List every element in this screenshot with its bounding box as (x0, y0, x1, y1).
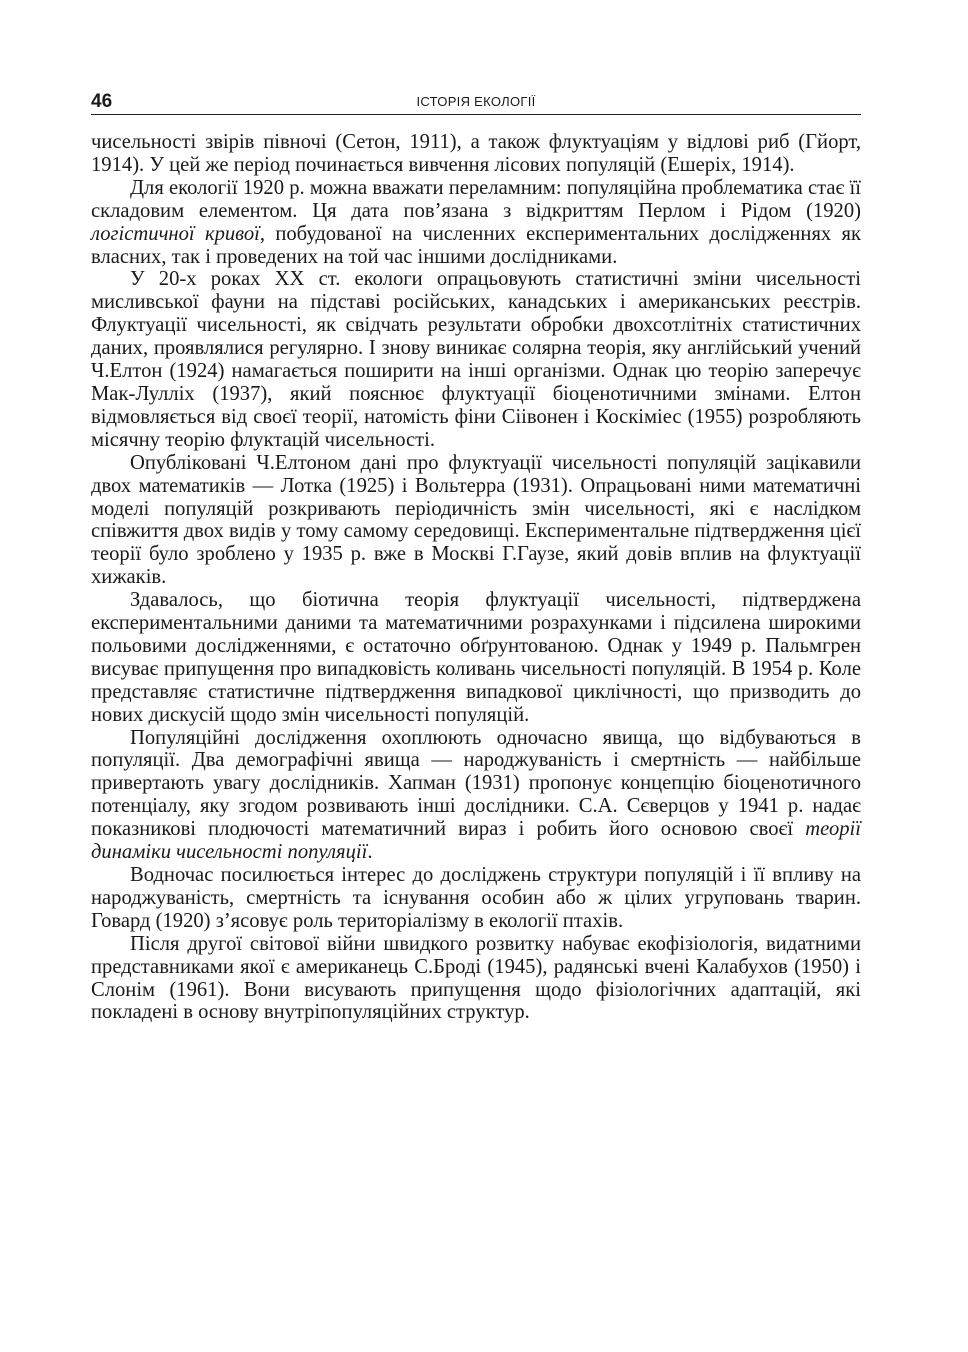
paragraph (91, 177, 861, 269)
page-number: 46 (91, 91, 113, 112)
italic-term: логістичної кривої (91, 222, 260, 245)
paragraph (91, 452, 861, 589)
paragraph-text: Після другої світової війни швидкого розвитку набуває екофізіологія, видатними представниками якої є американець С.Броді (1945), радянські вчені Калабухов (1950) і Слонім (1961). Вони висувають припущення щодо фізіологічних адаптацій, які покладені в основу внутріпопуляційних структур. (91, 932, 861, 1024)
paragraph-text: Здавалось, що біотична теорія флуктуації чисельності, підтверджена експериментальними даними та математичними розрахунками і підсилена широкими польовими дослідженнями, є остаточно обґрунтованою. Однак у 1949 р. Пальмгрен висуває припущення про випадковість коливань чисельності популяцій. В 1954 р. Коле представляє статистичне підтвердження випадкової циклічності, що призводить до нових дискусій щодо змін чисельності популяцій. (91, 589, 861, 726)
paragraph-text: Водночас посилюється інтерес до досліджень структури популяцій і її впливу на народжуваність, смертність та існування особин або ж цілих угруповань тварин. Говард (1920) з’ясовує роль територіалізму в екології птахів. (91, 864, 861, 932)
page-header (91, 92, 861, 115)
paragraph-text: , побудованої на численних експериментальних дослідженнях як власних, так і проведених на той час іншими дослідниками. (91, 222, 862, 268)
paragraph (91, 864, 861, 933)
paragraph (91, 933, 861, 1025)
running-title: ІСТОРІЯ ЕКОЛОГІЇ (416, 94, 536, 109)
paragraph-text: Опубліковані Ч.Елтоном дані про флуктуації чисельності популяцій зацікавили двох математиків — Лотка (1925) і Вольтерра (1931). Опрацьовані ними математичні моделі популяцій розкривають періодичність змін чисельності, які є наслідком співжиття двох видів у тому самому середовищі. Експериментальне підтвердження цієї теорії було зроблено у 1935 р. вже в Москві Г.Гаузе, який довів вплив на флуктуації хижаків. (91, 451, 861, 589)
paragraph-text: Популяційні дослідження охоплюють одночасно явища, що відбуваються в популяції. Два демографічні явища — народжуваність і смертність — найбільше привертають увагу дослідників. Хапман (1931) пропонує концепцію біоценотичного потенціалу, яку згодом розвивають інші дослідники. С.А. Сєверцов у 1941 р. надає показникові плодючості математичний вираз і робить його основою своєї (91, 726, 861, 841)
italic-term: теорії динаміки чисельності популяції (91, 818, 861, 864)
text-body (91, 131, 861, 1024)
paragraph-text: Для екології 1920 р. можна вважати переламним: популяційна проблематика стає її складовим елементом. Ця дата пов’язана з відкриттям Перлом і Рідом (1920) (91, 176, 861, 222)
paragraph-text: . (367, 841, 373, 864)
paragraph-text: чисельності звірів півночі (Сетон, 1911), а також флуктуаціям у відлові риб (Гйорт, 1914). У цей же період починається вивчення лісових популяцій (Ешеріх, 1914). (91, 131, 861, 176)
paragraph (91, 131, 861, 177)
paragraph (91, 589, 861, 726)
paragraph-text: У 20-х роках XX ст. екологи опрацьовують статистичні зміни чисельності мисливської фауни на підставі російських, канадських і американських реєстрів. Флуктуації чисельності, як свідчать результати обробки двохсотлітніх статистичних даних, проявлялися регулярно. І знову виникає солярна теорія, яку англійський учений Ч.Елтон (1924) намагається поширити на інші організми. Однак цю теорію заперечує Мак-Лулліх (1937), який пояснює флуктуації біоценотичними змінами. Елтон відмовляється від своєї теорії, натомість фіни Сіівонен і Коскіміес (1955) розробляють місячну теорію флуктацій чисельності. (91, 268, 861, 451)
paragraph (91, 268, 861, 451)
paragraph (91, 727, 861, 864)
